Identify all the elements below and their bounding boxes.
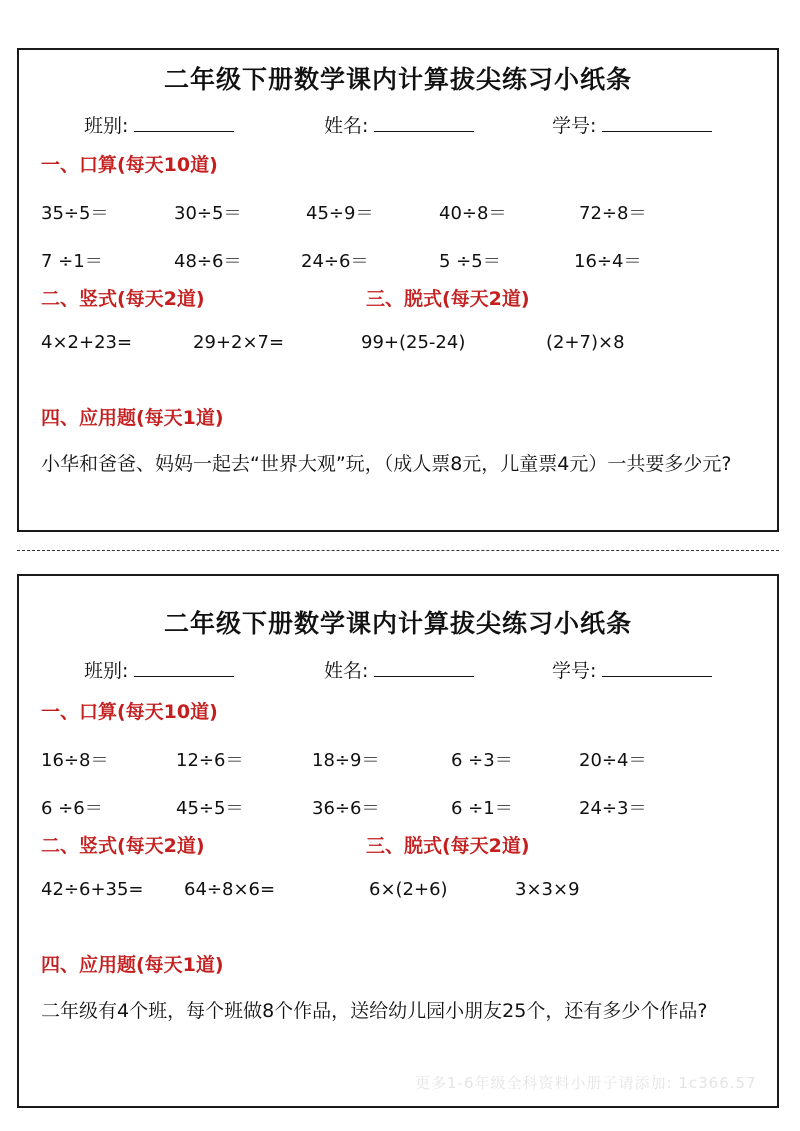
oral-expr: 6 ÷1＝: [451, 798, 513, 819]
oral-expr: 24÷3＝: [579, 798, 647, 819]
practice-slip-1: [17, 48, 779, 532]
written-expr: 29+2×7=: [193, 332, 285, 353]
oral-expr: 24÷6＝: [301, 251, 369, 272]
word-problem-heading: 四、应用题(每天1道): [41, 954, 224, 976]
class-field: [84, 656, 234, 683]
class-blank[interactable]: [134, 113, 234, 132]
cut-line-divider: [17, 550, 779, 551]
word-problem-heading: 四、应用题(每天1道): [41, 407, 224, 429]
written-expr: 42÷6+35=: [41, 879, 144, 900]
vertical-calc-heading: 二、竖式(每天2道): [41, 288, 205, 310]
word-problem-text: 小华和爸爸、妈妈一起去“世界大观”玩，（成人票8元，儿童票4元）一共要多少元?: [41, 453, 732, 475]
oral-expr: 20÷4＝: [579, 750, 647, 771]
written-expr: 6×(2+6): [369, 879, 448, 900]
vertical-calc-heading: 二、竖式(每天2道): [41, 835, 205, 857]
name-field: [324, 656, 474, 683]
oral-expr: 18÷9＝: [312, 750, 380, 771]
oral-expr: 40÷8＝: [439, 203, 507, 224]
student-id-label: 学号:: [552, 660, 597, 682]
oral-expr: 30÷5＝: [174, 203, 242, 224]
written-expr: 4×2+23=: [41, 332, 133, 353]
student-id-blank[interactable]: [602, 658, 712, 677]
name-field: [324, 111, 474, 138]
written-expr: 99+(25-24): [361, 332, 466, 353]
student-id-blank[interactable]: [602, 113, 712, 132]
oral-calc-heading: 一、口算(每天10道): [41, 154, 218, 176]
oral-expr: 6 ÷6＝: [41, 798, 103, 819]
oral-expr: 6 ÷3＝: [451, 750, 513, 771]
oral-expr: 48÷6＝: [174, 251, 242, 272]
oral-expr: 12÷6＝: [176, 750, 244, 771]
oral-expr: 5 ÷5＝: [439, 251, 501, 272]
oral-expr: 16÷4＝: [574, 251, 642, 272]
written-expr: 64÷8×6=: [184, 879, 276, 900]
oral-expr: 45÷5＝: [176, 798, 244, 819]
name-label: 姓名:: [324, 115, 369, 137]
slip-title: 二年级下册数学课内计算拔尖练习小纸条: [163, 609, 632, 638]
oral-expr: 7 ÷1＝: [41, 251, 103, 272]
student-id-field: [552, 111, 712, 138]
class-label: 班别:: [84, 660, 129, 682]
class-field: [84, 111, 234, 138]
name-label: 姓名:: [324, 660, 369, 682]
oral-expr: 45÷9＝: [306, 203, 374, 224]
word-problem-text: 二年级有4个班，每个班做8个作品，送给幼儿园小朋友25个，还有多少个作品?: [41, 1000, 708, 1022]
oral-calc-heading: 一、口算(每天10道): [41, 701, 218, 723]
written-expr: (2+7)×8: [546, 332, 625, 353]
watermark-text: 更多1-6年级全科资料小册子请添加: 1c366.57: [415, 1074, 757, 1092]
name-blank[interactable]: [374, 658, 474, 677]
practice-slip-2: [17, 574, 779, 1108]
slip-title: 二年级下册数学课内计算拔尖练习小纸条: [163, 65, 632, 94]
oral-expr: 36÷6＝: [312, 798, 380, 819]
step-calc-heading: 三、脱式(每天2道): [366, 288, 530, 310]
oral-expr: 35÷5＝: [41, 203, 109, 224]
student-id-field: [552, 656, 712, 683]
class-label: 班别:: [84, 115, 129, 137]
written-expr: 3×3×9: [515, 879, 580, 900]
name-blank[interactable]: [374, 113, 474, 132]
step-calc-heading: 三、脱式(每天2道): [366, 835, 530, 857]
oral-expr: 72÷8＝: [579, 203, 647, 224]
student-id-label: 学号:: [552, 115, 597, 137]
oral-expr: 16÷8＝: [41, 750, 109, 771]
class-blank[interactable]: [134, 658, 234, 677]
